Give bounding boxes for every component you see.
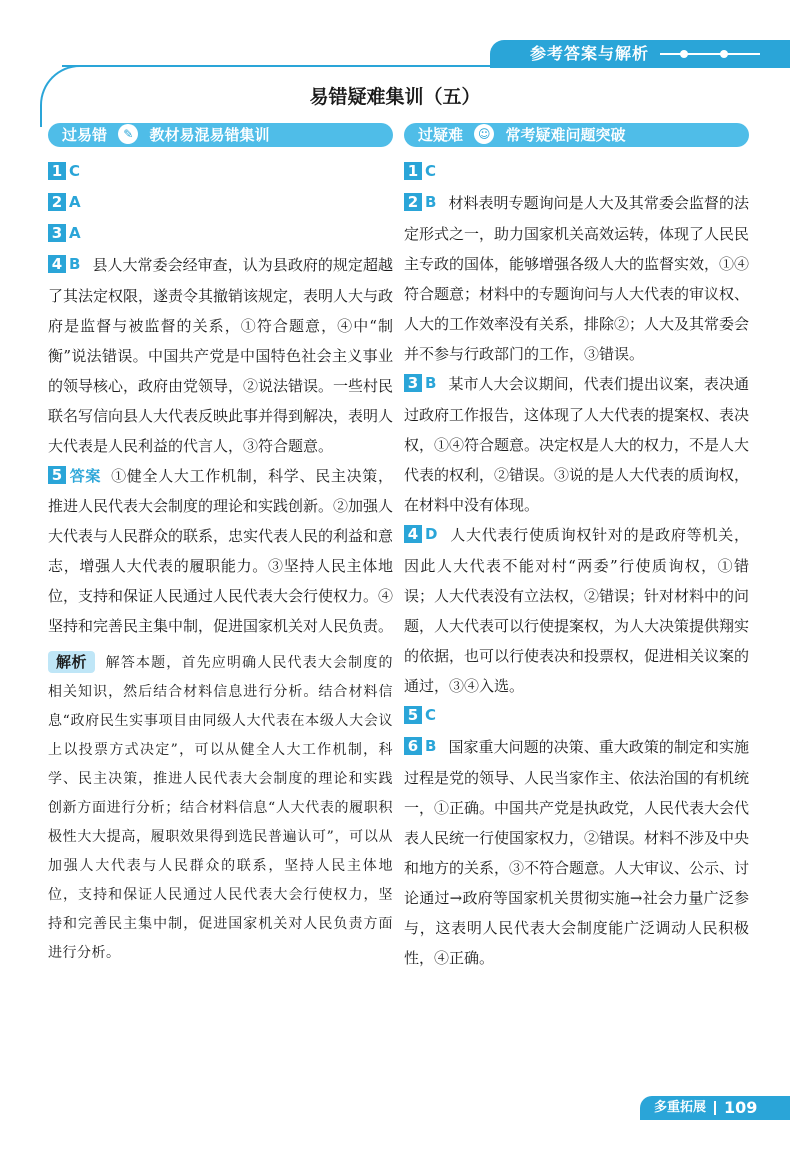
question-number: 2 [48,193,66,211]
answer-item [404,732,749,973]
right-banner-label: 常考疑难问题突破 [505,126,626,144]
face-icon: ☺ [474,124,494,144]
answer-item [48,219,393,250]
answer-item [48,250,393,461]
question-number: 5 [48,466,66,484]
answer-item [404,188,749,369]
page-number: 109 [724,1098,758,1117]
answer-explanation: 材料表明专题询问是人大及其常委会监督的法定形式之一，助力国家机关高效运转，体现了人民民主专政的国体，能够增强各级人大的监督实效，①④符合题意；材料中的专题询问与人大代表的审议权、人大的工作效率没有关系，排除②；人大及其常委会并不参与行政部门的工作，③错误。 [404,194,750,363]
answer-letter: B [69,255,81,273]
answer-explanation: 某市人大会议期间，代表们提出议案，表决通过政府工作报告，这体现了人大代表的提案权、表决权，①④符合题意。决定权是人大的权力，不是人大代表的权利，②错误。③说的是人大代表的质询权，在材料中没有体现。 [404,375,750,514]
question-number: 2 [404,193,422,211]
footer-tab [640,1096,790,1120]
answer-item [404,369,749,520]
question-number: 3 [48,224,66,242]
answer-item [48,188,393,219]
question-number: 3 [404,374,422,392]
header-decoration [660,48,760,60]
left-banner [48,123,393,147]
analysis-text: 解答本题，首先应明确人民代表大会制度的相关知识，然后结合材料信息进行分析。结合材料信息“政府民生实事项目由同级人大代表在本级人大会议上以投票方式决定”，可以从健全人大工作机制，科学、民主决策，推进人民代表大会制度的理论和实践创新方面进行分析；结合材料信息“人大代表的履职积极性大大提高，履职效果得到选民普遍认可”，可以从加强人大代表与人民群众的联系，坚持人民主体地位，支持和保证人民通过人民代表大会行使权力，坚持和完善民主集中制，促进国家机关对人民负责方面进行分析。 [48,655,393,961]
left-banner-tag: 过易错 [62,126,108,144]
page-title: 易错疑难集训（五） [309,86,481,108]
footer-label: 多重拓展 [654,1100,707,1115]
answer-letter: A [69,193,81,211]
answer-explanation: 国家重大问题的决策、重大政策的制定和实施过程是党的领导、人民当家作主、依法治国的有机统一，①正确。中国共产党是执政党，人民代表大会代表人民统一行使国家权力，②错误。材料不涉及中央和地方的关系，③不符合题意。人大审议、公示、讨论通过→政府等国家机关贯彻实施→社会力量广泛参与，这表明人民代表大会制度能广泛调动人民积极性，④正确。 [404,738,750,967]
answer-letter: A [69,224,81,242]
left-column [48,123,393,982]
pencil-icon: ✎ [118,124,138,144]
answer-letter: C [69,162,81,180]
answer-letter: D [425,525,438,543]
question-number: 4 [404,525,422,543]
header-tab [490,40,790,68]
answer-letter: B [425,193,437,211]
answer-letter: C [425,706,437,724]
answer-item [404,520,749,701]
analysis-block [48,649,393,968]
answer-letter: B [425,374,437,392]
answer-item [404,701,749,732]
answer-label: 答案 [69,467,102,485]
footer-separator [714,1101,716,1115]
answer-explanation: 县人大常委会经审查，认为县政府的规定超越了其法定权限，遂责令其撤销该规定，表明人大与政府是监督与被监督的关系，①符合题意，④中“制衡”说法错误。中国共产党是中国特色社会主义事业的领导核心，政府由党领导，②说法错误。一些村民联名写信向县人大代表反映此事并得到解决，表明人大代表是人民利益的代言人，③符合题意。 [48,256,394,455]
right-column [404,123,749,973]
question-number: 1 [48,162,66,180]
question-number: 4 [48,255,66,273]
right-banner [404,123,749,147]
answer-item [48,157,393,188]
right-banner-tag: 过疑难 [418,126,464,144]
header-title: 参考答案与解析 [530,44,650,63]
answer-explanation: 人大代表行使质询权针对的是政府等机关，因此人大代表不能对村“两委”行使质询权，①错误；人大代表没有立法权，②错误；针对材料中的问题，人大代表可以行使提案权，为人大决策提供翔实的依据，也可以行使表决和投票权，促进相关议案的通过，③④入选。 [404,526,750,695]
answer-item [404,157,749,188]
answer-letter: C [425,162,437,180]
question-number: 6 [404,737,422,755]
question-number: 1 [404,162,422,180]
analysis-tag: 解析 [48,651,95,673]
left-banner-label: 教材易混易错集训 [149,126,270,144]
answer-letter: B [425,737,437,755]
question-number: 5 [404,706,422,724]
answer-item [48,461,393,641]
answer-explanation: ①健全人大工作机制，科学、民主决策，推进人民代表大会制度的理论和实践创新。②加强人大代表与人民群众的联系，忠实代表人民的利益和意志，增强人大代表的履职能力。③坚持人民主体地位，支持和保证人民通过人民代表大会行使权力。④坚持和完善民主集中制，促进国家机关对人民负责。 [48,467,394,635]
